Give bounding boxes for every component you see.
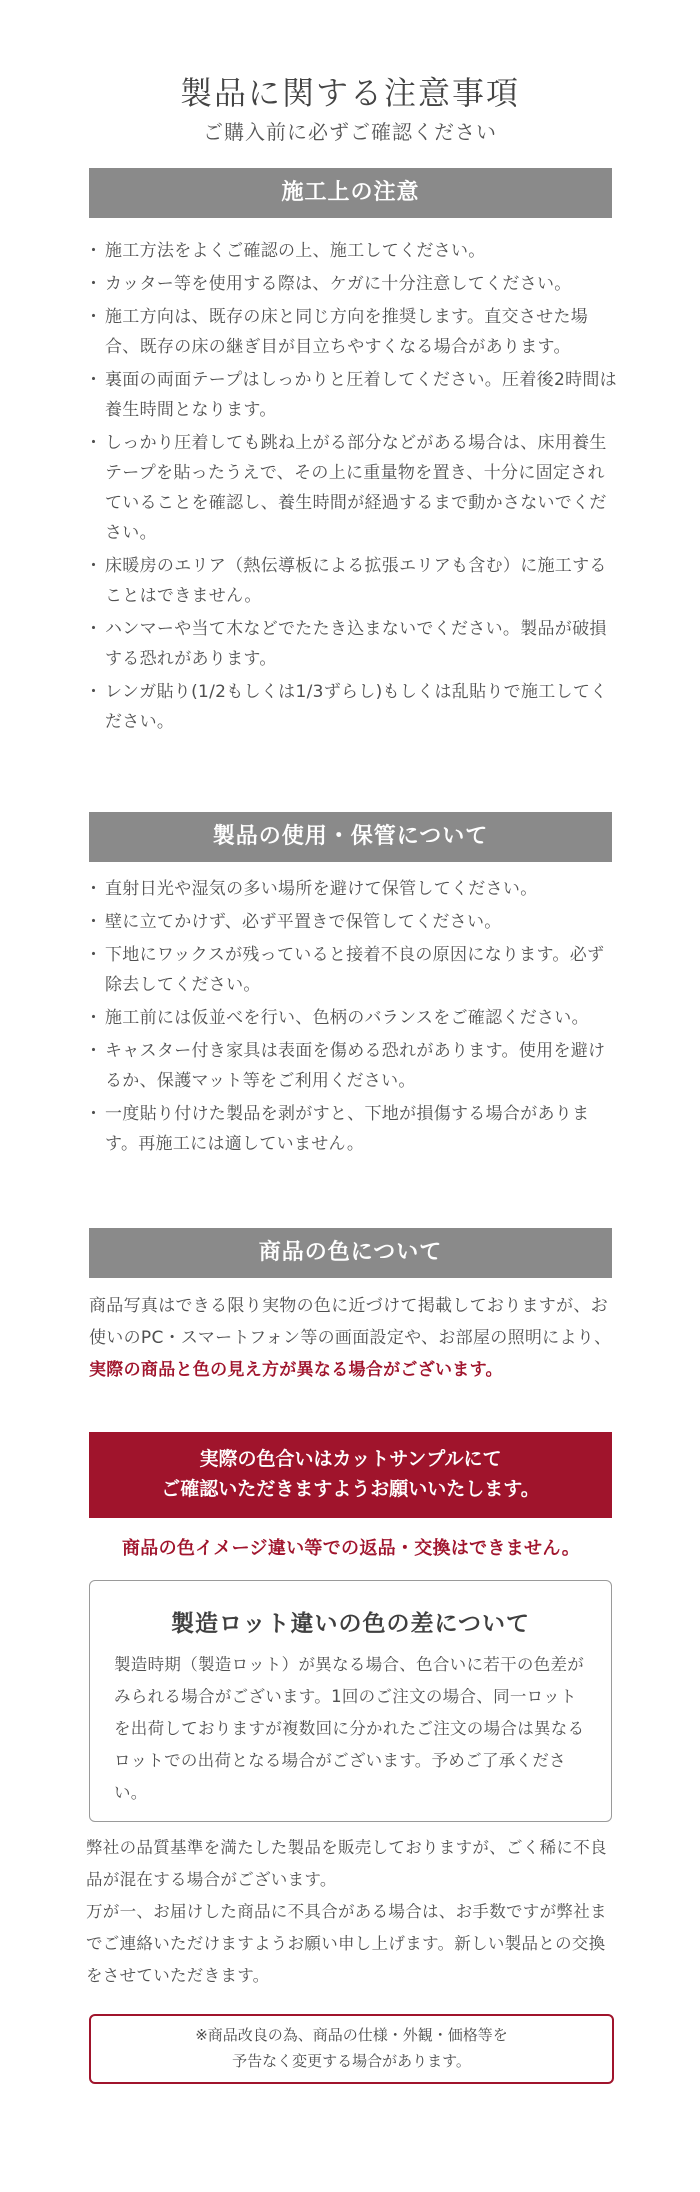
list-item: ・ 裏面の両面テープはしっかりと圧着してください。圧着後2時間は養生時間となります。 bbox=[89, 365, 619, 425]
list-item: ・ 直射日光や湿気の多い場所を避けて保管してください。 bbox=[89, 874, 619, 904]
return-policy-note: 商品の色イメージ違い等での返品・交換はできません。 bbox=[121, 1538, 581, 1559]
list-item: ・ 壁に立てかけず、必ず平置きで保管してください。 bbox=[89, 907, 619, 937]
usage-notes-list bbox=[89, 874, 619, 1162]
section-heading-color: 商品の色について bbox=[89, 1228, 612, 1278]
lot-difference-text: 製造時期（製造ロット）が異なる場合、色合いに若干の色差がみられる場合がございます。1回のご注文の場合、同一ロットを出荷しておりますが複数回に分かれたご注文の場合は異なるロットでの出荷となる場合がございます。予めご了承ください。 bbox=[114, 1655, 585, 1802]
spec-change-note-box bbox=[89, 2014, 614, 2084]
page-title: 製品に関する注意事項 bbox=[179, 74, 520, 112]
color-description bbox=[89, 1290, 619, 1386]
list-item: ・ しっかり圧着しても跳ね上がる部分などがある場合は、床用養生テープを貼ったうえで、その上に重量物を置き、十分に固定されていることを確認し、養生時間が経過するまで動かさないでください。 bbox=[89, 428, 619, 548]
construction-notes-list bbox=[89, 236, 619, 740]
list-item: ・ カッター等を使用する際は、ケガに十分注意してください。 bbox=[89, 269, 619, 299]
list-item: ・ 施工前には仮並べを行い、色柄のバランスをご確認ください。 bbox=[89, 1003, 619, 1033]
cut-sample-notice-line1: 実際の色合いはカットサンプルにて bbox=[199, 1448, 502, 1470]
list-item: ・ 床暖房のエリア（熱伝導板による拡張エリアも含む）に施工することはできません。 bbox=[89, 551, 619, 611]
list-item: ・ 一度貼り付けた製品を剥がすと、下地が損傷する場合があります。再施工には適していません。 bbox=[89, 1099, 619, 1159]
list-item: ・ ハンマーや当て木などでたたき込まないでください。製品が破損する恐れがあります。 bbox=[89, 614, 619, 674]
section-heading-usage: 製品の使用・保管について bbox=[89, 812, 612, 862]
spec-change-note-line2: 予告なく変更する場合があります。 bbox=[232, 2052, 471, 2070]
quality-notice-text-2: 万が一、お届けした商品に不具合がある場合は、お手数ですが弊社までご連絡いただけますようお願い申し上げます。新しい製品との交換をさせていただきます。 bbox=[86, 1902, 607, 1985]
quality-notice bbox=[86, 1832, 620, 1992]
color-description-highlight: 実際の商品と色の見え方が異なる場合がございます。 bbox=[89, 1360, 503, 1380]
color-description-text: 商品写真はできる限り実物の色に近づけて掲載しておりますが、お使いのPC・スマートフォン等の画面設定や、お部屋の照明により、 bbox=[89, 1296, 612, 1348]
spec-change-note-line1: ※商品改良の為、商品の仕様・外観・価格等を bbox=[195, 2026, 508, 2044]
list-item: ・ 下地にワックスが残っていると接着不良の原因になります。必ず除去してください。 bbox=[89, 940, 619, 1000]
quality-notice-text-1: 弊社の品質基準を満たした製品を販売しておりますが、ごく稀に不良品が混在する場合がございます。 bbox=[86, 1838, 607, 1889]
lot-difference-box bbox=[89, 1580, 612, 1822]
list-item: ・ レンガ貼り(1/2もしくは1/3ずらし)もしくは乱貼りで施工してください。 bbox=[89, 677, 619, 737]
page-subtitle: ご購入前に必ずご確認ください bbox=[203, 120, 497, 144]
list-item: ・ 施工方法をよくご確認の上、施工してください。 bbox=[89, 236, 619, 266]
section-heading-construction: 施工上の注意 bbox=[89, 168, 612, 218]
cut-sample-notice-line2: ご確認いただきますようお願いいたします。 bbox=[161, 1478, 540, 1500]
cut-sample-notice bbox=[89, 1432, 612, 1518]
lot-difference-title: 製造ロット違いの色の差について bbox=[170, 1611, 531, 1637]
list-item: ・ 施工方向は、既存の床と同じ方向を推奨します。直交させた場合、既存の床の継ぎ目が目立ちやすくなる場合があります。 bbox=[89, 302, 619, 362]
list-item: ・ キャスター付き家具は表面を傷める恐れがあります。使用を避けるか、保護マット等をご利用ください。 bbox=[89, 1036, 619, 1096]
